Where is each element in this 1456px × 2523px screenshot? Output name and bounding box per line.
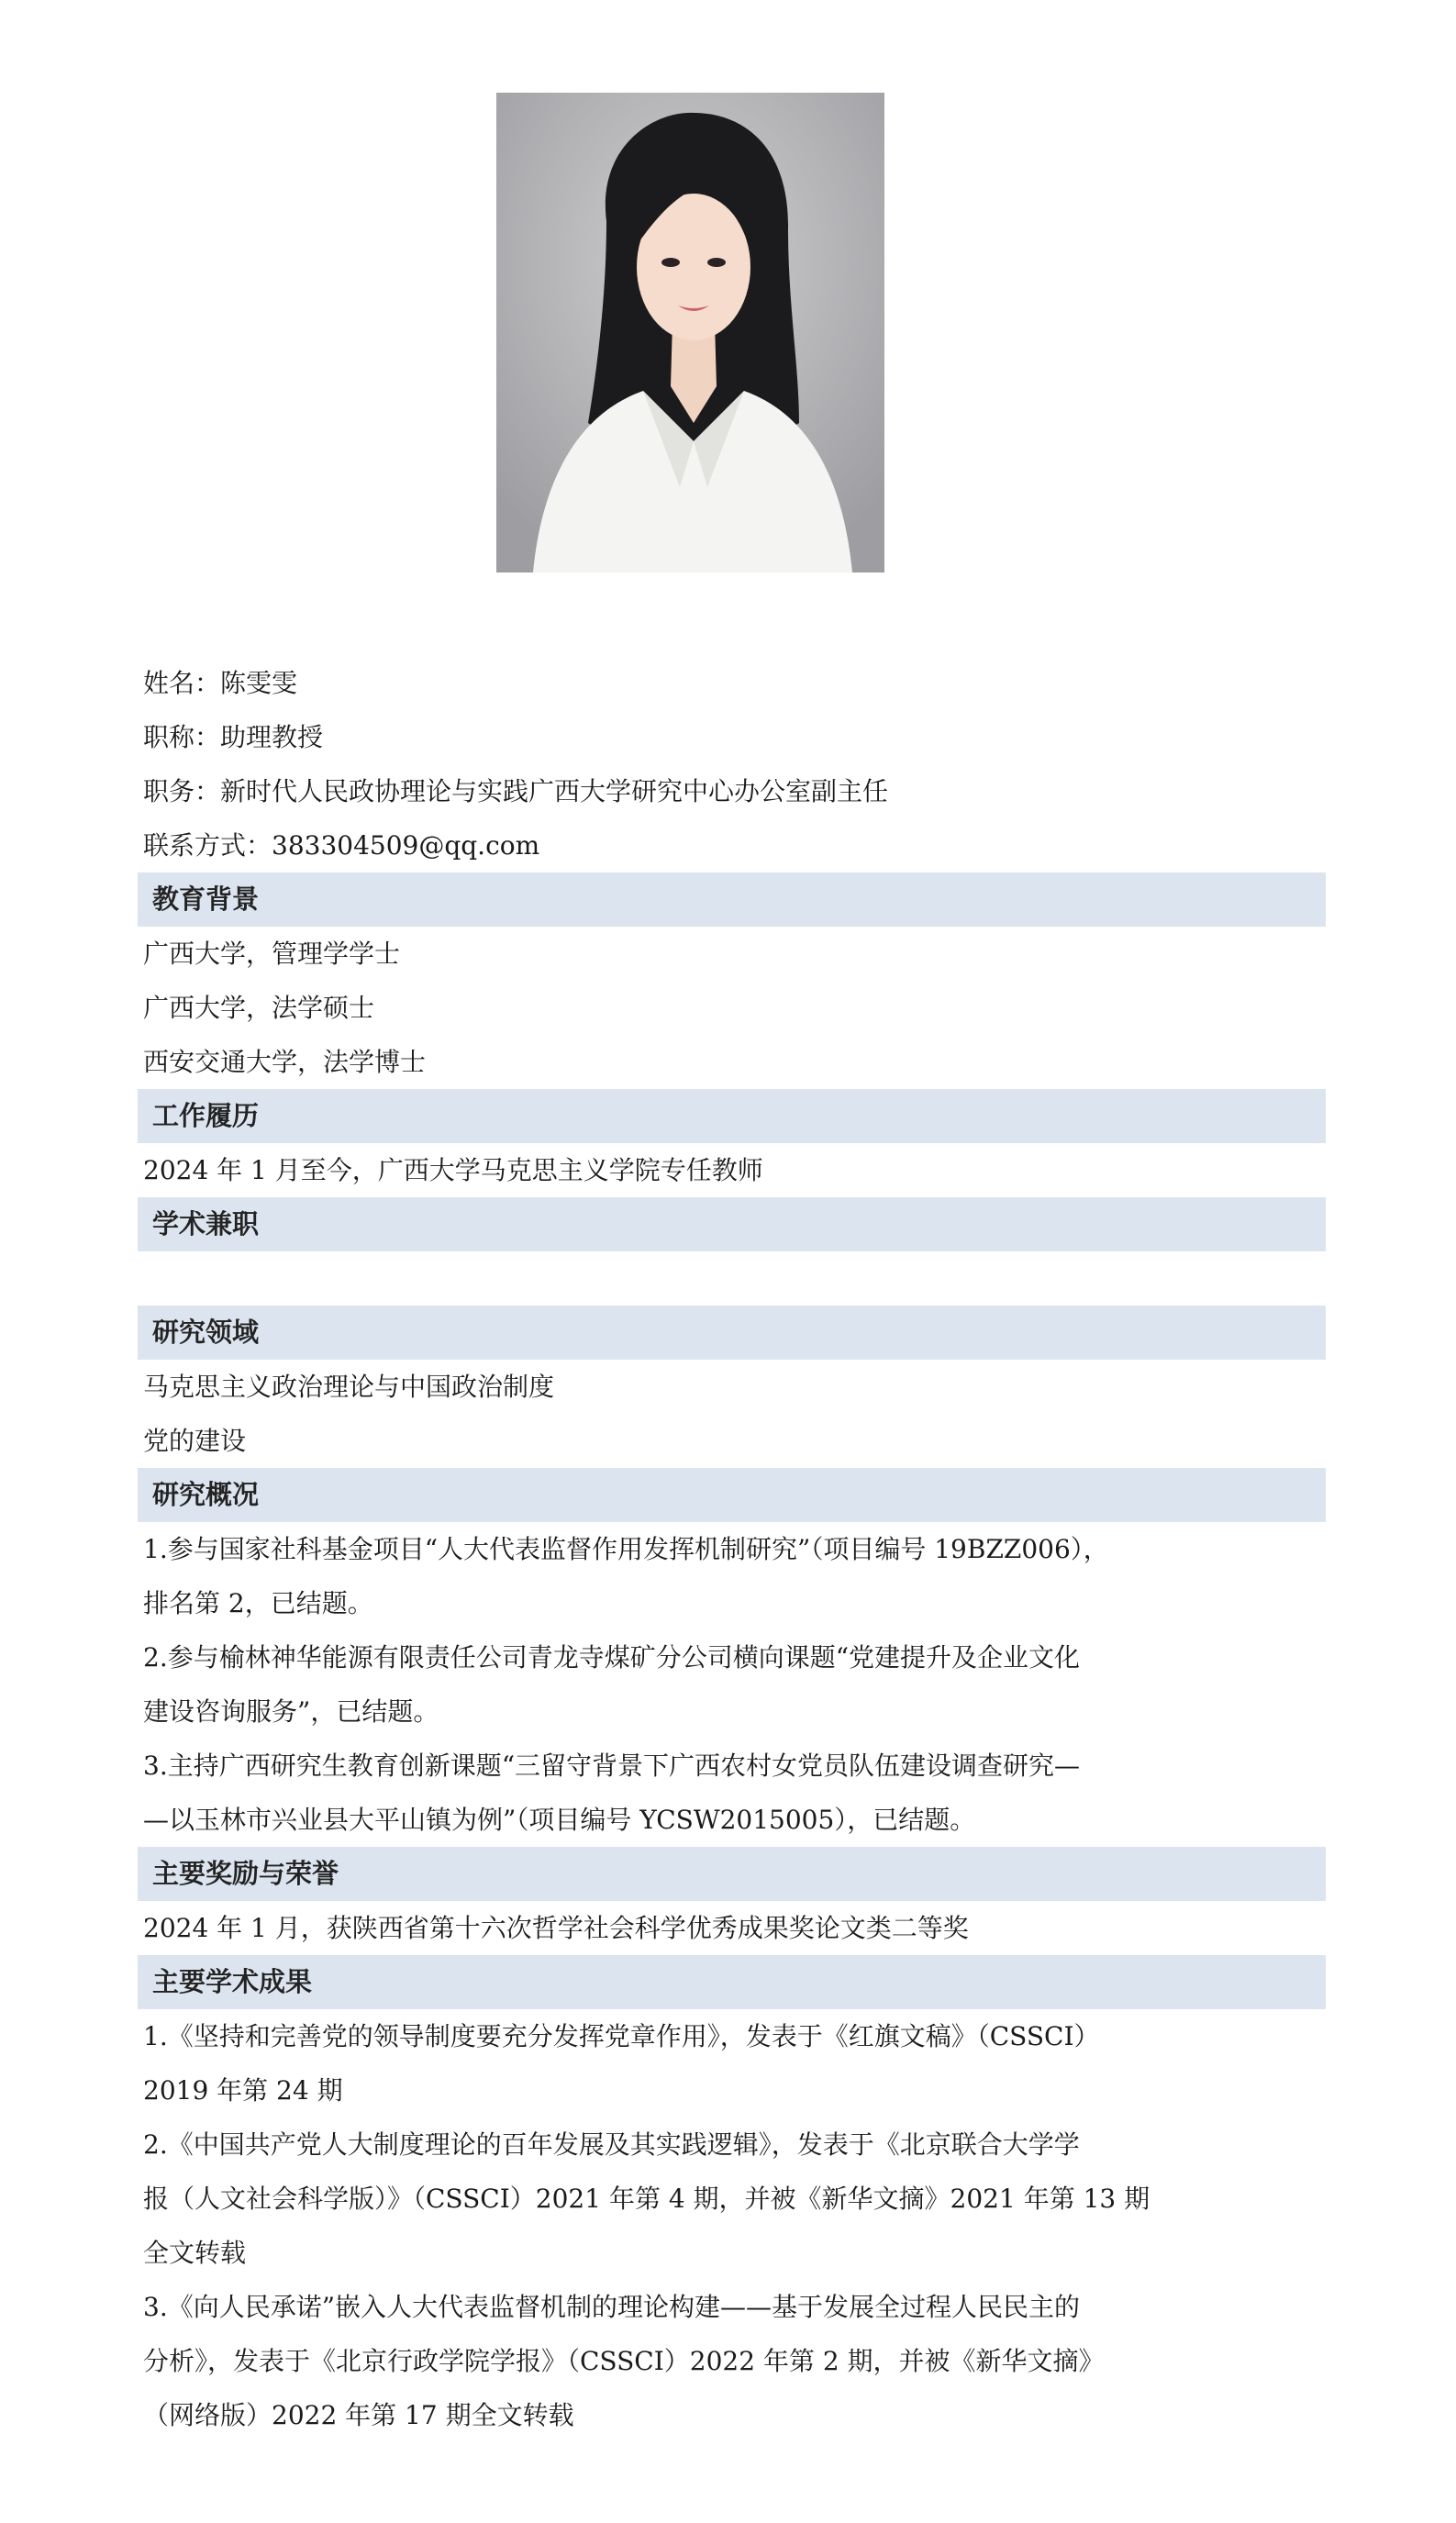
achievement-item-line: 全文转载 [143,2238,247,2268]
overview-item-line: —以玉林市兴业县大平山镇为例”（项目编号 YCSW2015005），已结题。 [143,1805,976,1835]
appointments-empty [138,1251,1326,1306]
profile-photo [496,93,884,572]
name-line: 姓名：陈雯雯 [143,668,298,698]
position-line: 职务：新时代人民政协理论与实践广西大学研究中心办公室副主任 [143,776,889,806]
education-item: 西安交通大学，法学博士 [143,1047,427,1077]
achievement-item-line: 2019 年第 24 期 [143,2075,343,2106]
work-item: 2024 年 1 月至今，广西大学马克思主义学院专任教师 [143,1155,763,1185]
award-item: 2024 年 1 月，获陕西省第十六次哲学社会科学优秀成果奖论文类二等奖 [143,1913,969,1943]
section-header-overview: 研究概况 [138,1468,1326,1522]
achievement-item-line: （网络版）2022 年第 17 期全文转载 [143,2400,574,2430]
achievement-item [138,2117,1326,2280]
section-header-fields: 研究领域 [138,1306,1326,1360]
achievement-item-line: 报（人文社会科学版）》（CSSCI）2021 年第 4 期，并被《新华文摘》2021 年第 13 期 [143,2184,1150,2214]
field-item: 马克思主义政治理论与中国政治制度 [143,1372,555,1402]
overview-item [138,1739,1326,1847]
education-item: 广西大学，管理学学士 [143,939,401,969]
section-header-education: 教育背景 [138,872,1326,927]
overview-item-line: 排名第 2，已结题。 [143,1588,373,1618]
field-item: 党的建设 [143,1426,247,1456]
section-header-work: 工作履历 [138,1089,1326,1143]
contact-line: 联系方式：383304509@qq.com [143,830,540,861]
overview-item-line: 1.参与国家社科基金项目“人大代表监督作用发挥机制研究”（项目编号 19BZZ006）， [143,1534,1109,1564]
achievement-item-line: 1.《坚持和完善党的领导制度要充分发挥党章作用》，发表于《红旗文稿》（CSSCI） [143,2021,1100,2051]
section-header-achievements: 主要学术成果 [138,1955,1326,2009]
overview-item [138,1630,1326,1739]
title-line: 职称：助理教授 [143,722,324,752]
achievement-item [138,2280,1326,2442]
profile-document [138,656,1326,2442]
achievement-item-line: 分析》，发表于《北京行政学院学报》（CSSCI）2022 年第 2 期，并被《新华文摘》 [143,2346,1105,2376]
achievement-item-line: 2.《中国共产党人大制度理论的百年发展及其实践逻辑》，发表于《北京联合大学学 [143,2129,1080,2160]
overview-item-line: 3.主持广西研究生教育创新课题“三留守背景下广西农村女党员队伍建设调查研究— [143,1751,1081,1781]
section-header-appointments: 学术兼职 [138,1197,1326,1251]
education-item: 广西大学，法学硕士 [143,993,375,1023]
achievement-item-line: 3.《向人民承诺”嵌入人大代表监督机制的理论构建——基于发展全过程人民民主的 [143,2292,1081,2322]
overview-item [138,1522,1326,1630]
overview-item-line: 2.参与榆林神华能源有限责任公司青龙寺煤矿分公司横向课题“党建提升及企业文化 [143,1642,1081,1673]
section-header-awards: 主要奖励与荣誉 [138,1847,1326,1901]
overview-item-line: 建设咨询服务”，已结题。 [143,1696,439,1727]
achievement-item [138,2009,1326,2117]
